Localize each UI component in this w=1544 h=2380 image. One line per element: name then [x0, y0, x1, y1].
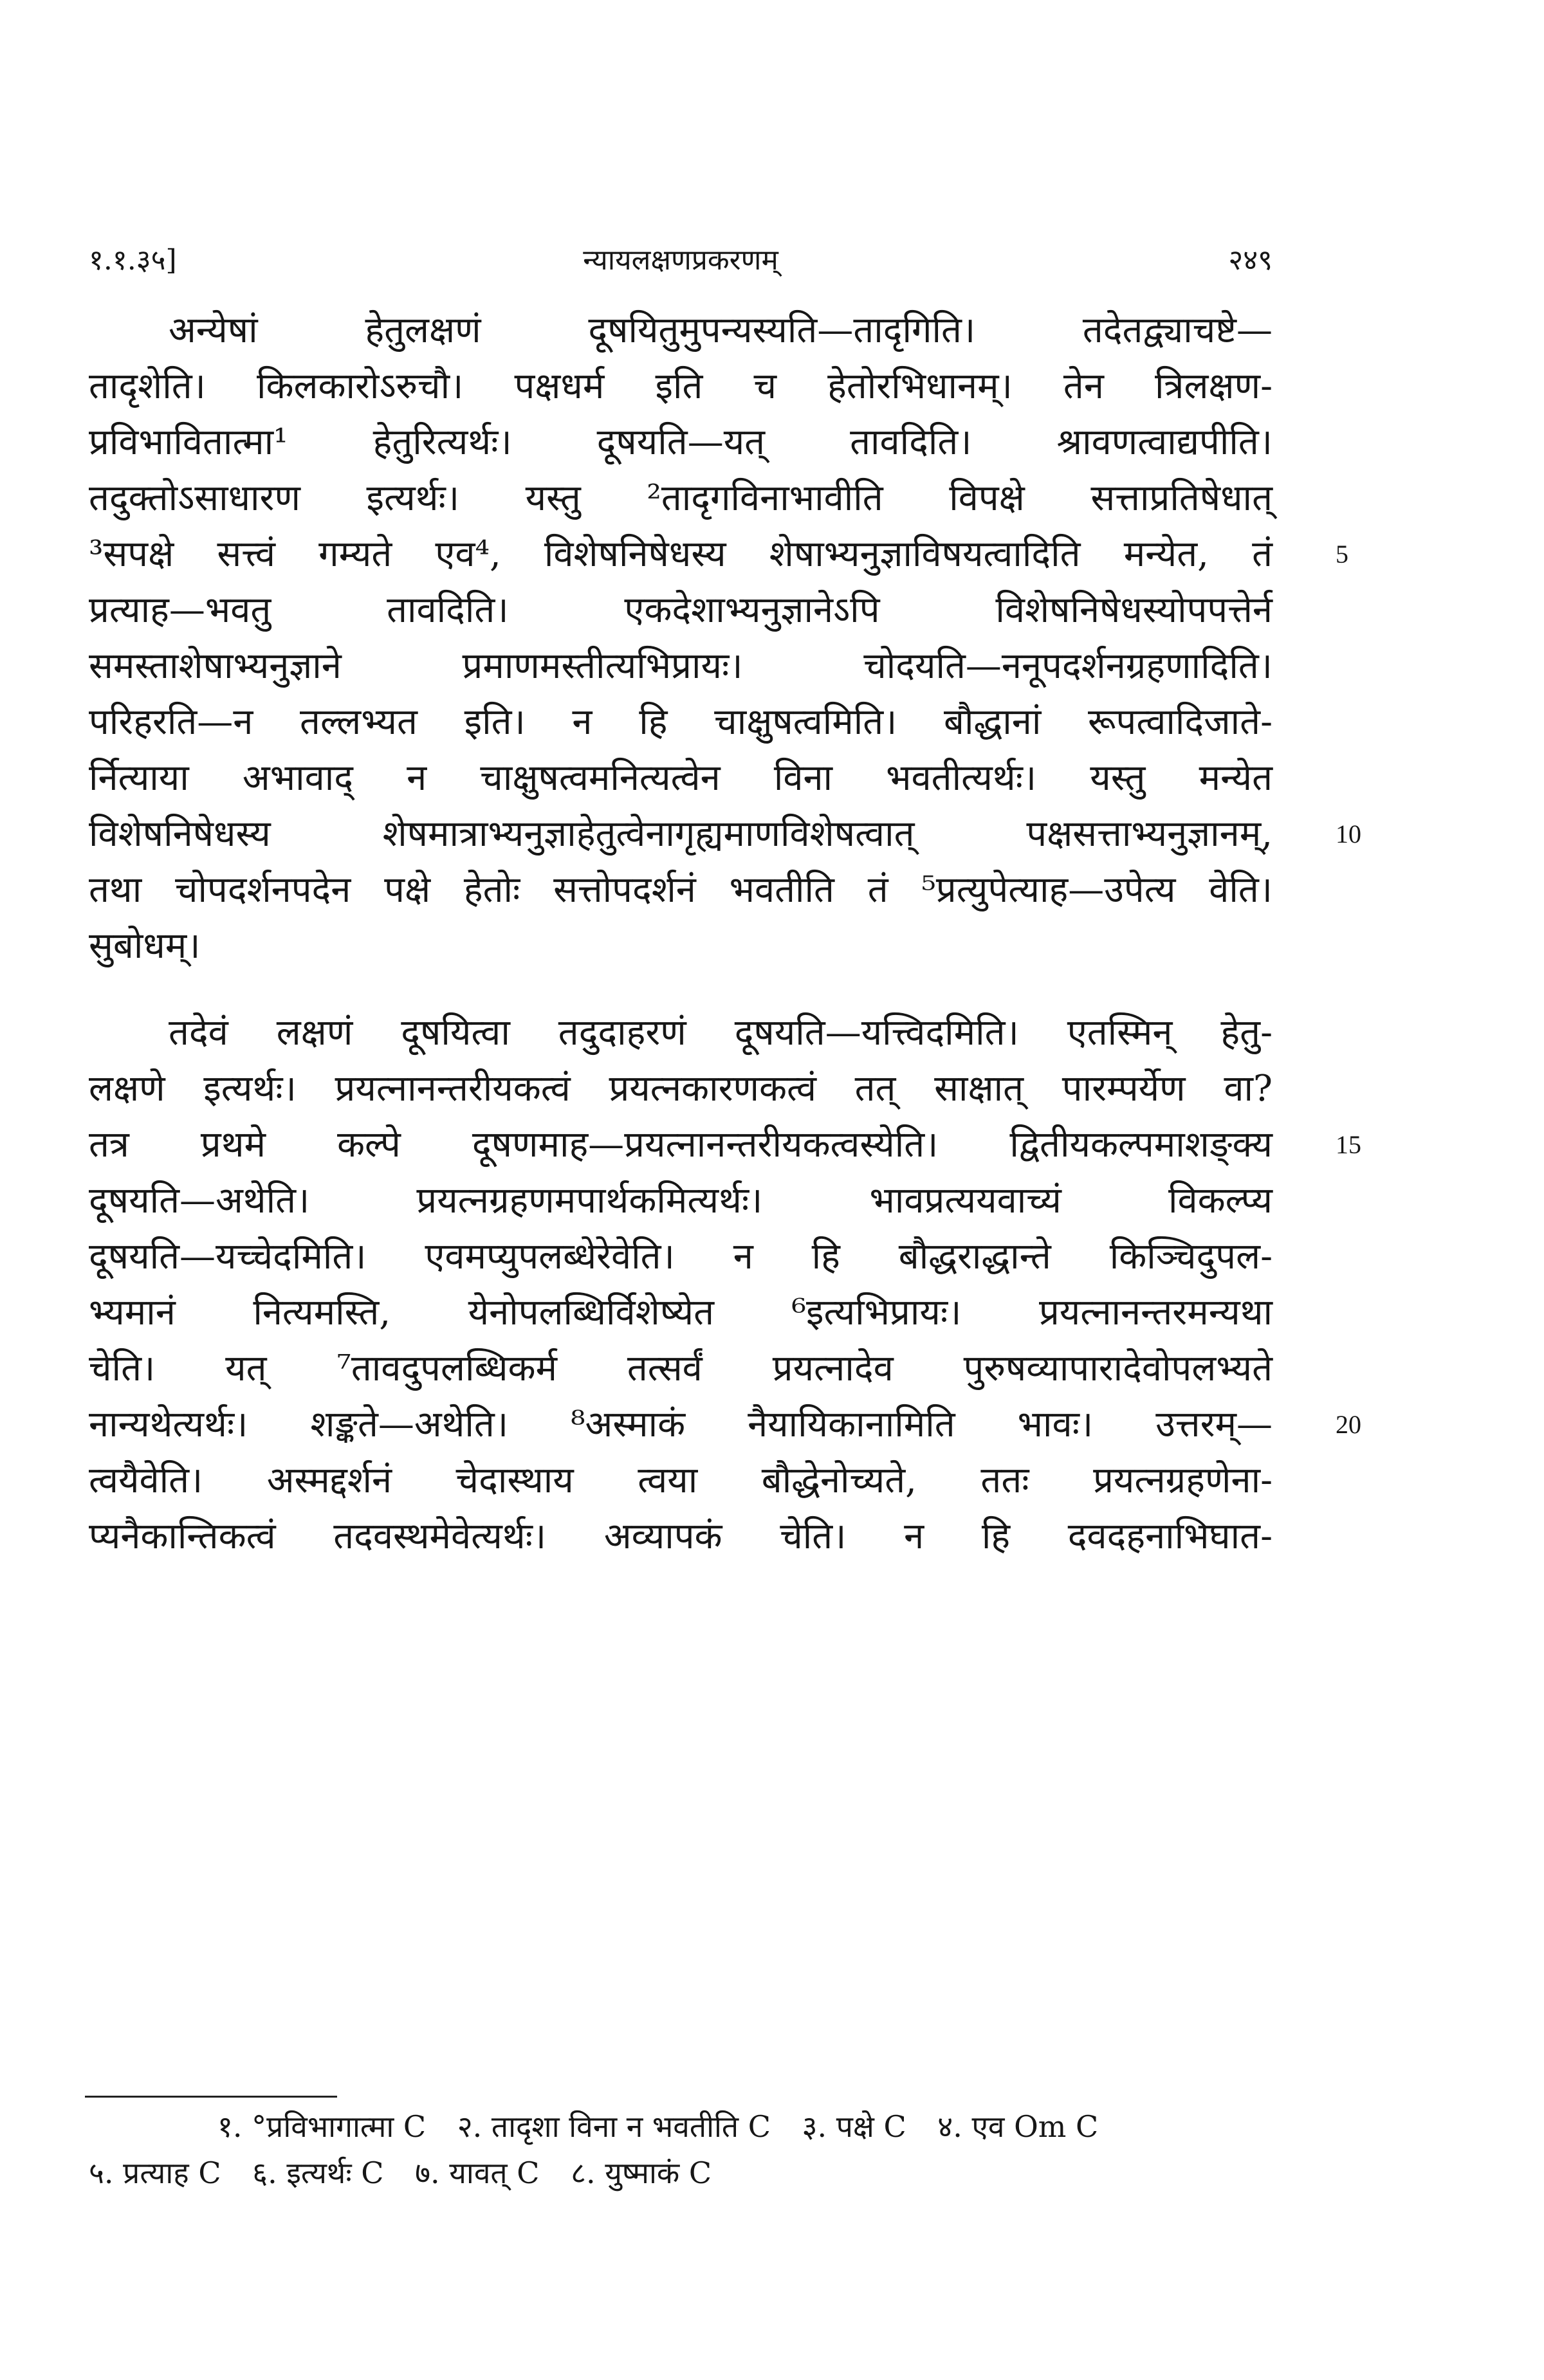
running-title: न्यायलक्षणप्रकरणम् [583, 244, 778, 277]
text-line [89, 638, 1273, 694]
line-number: 10 [1336, 819, 1361, 848]
line-text: तत्र प्रथमे कल्पे दूषणमाह—प्रयत्नानन्तरीयकत्वस्येति। द्वितीयकल्पमाशङ्क्य [89, 1124, 1273, 1166]
text-line [89, 806, 1361, 862]
text-line [89, 470, 1273, 526]
line-text: प्यनैकान्तिकत्वं तदवस्थमेवेत्यर्थः। अव्यापकं चेति। न हि दवदहनाभिघात- [89, 1515, 1273, 1557]
line-text: लक्षणे इत्यर्थः। प्रयत्नानन्तरीयकत्वं प्रयत्नकारणकत्वं तत् साक्षात् पारम्पर्येण वा? [89, 1068, 1273, 1110]
text-line [89, 1341, 1273, 1396]
commentary-text [89, 302, 1361, 1564]
line-text: नान्यथेत्यर्थः। शङ्कते—अथेति। ⁸अस्माकं नैयायिकानामिति भावः। उत्तरम्— [89, 1404, 1273, 1445]
footnote: १. °प्रविभागात्मा C [217, 2109, 427, 2144]
text-line [89, 1396, 1361, 1452]
text-line [89, 1285, 1273, 1341]
page-number: २४९ [1228, 244, 1273, 277]
line-text: समस्ताशेषाभ्यनुज्ञाने प्रमाणमस्तीत्यभिप्रायः। चोदयति—ननूपदर्शनग्रहणादिति। [89, 645, 1273, 687]
line-text: र्नित्याया अभावाद् न चाक्षुषत्वमनित्यत्वेन विना भवतीत्यर्थः। यस्तु मन्येत [89, 757, 1273, 799]
line-text: सुबोधम्। [89, 925, 201, 967]
line-text: तादृशेति। किलकारोऽरुचौ। पक्षधर्म इति च हेतोरभिधानम्। तेन त्रिलक्षण- [89, 365, 1273, 407]
text-line [89, 358, 1273, 414]
text-line [89, 1117, 1361, 1173]
line-text: तथा चोपदर्शनपदेन पक्षे हेतोः सत्तोपदर्शनं भवतीति तं ⁵प्रत्युपेत्याह—उपेत्य वेति। [89, 869, 1273, 911]
text-line [89, 414, 1273, 470]
text-line [89, 302, 1273, 358]
text-line [89, 526, 1348, 582]
text-line [89, 918, 1273, 974]
text-line [89, 694, 1273, 750]
text-line [89, 1061, 1273, 1117]
text-line [89, 1229, 1273, 1285]
text-line [89, 1508, 1273, 1564]
line-text: त्वयैवेति। अस्मद्दर्शनं चेदास्थाय त्वया बौद्धेनोच्यते, ततः प्रयत्नग्रहणेना- [89, 1460, 1273, 1501]
footnote: ८. युष्माकं C [571, 2156, 712, 2190]
line-text: चेति। यत् ⁷तावदुपलब्धिकर्म तत्सर्वं प्रयत्नादेव पुरुषव्यापारादेवोपलभ्यते [89, 1348, 1273, 1389]
text-line [89, 1173, 1273, 1229]
line-number: 5 [1336, 540, 1348, 569]
line-text: तदेवं लक्षणं दूषयित्वा तदुदाहरणं दूषयति—यत्त्विदमिति। एतस्मिन् हेतु- [169, 1012, 1273, 1054]
text-line [89, 862, 1273, 918]
line-text: दूषयति—अथेति। प्रयत्नग्रहणमपार्थकमित्यर्थः। भावप्रत्ययवाच्यं विकल्प्य [89, 1180, 1273, 1222]
section-reference: १.१.३५] [89, 244, 177, 277]
footnote: २. तादृशा विना न भवतीति C [457, 2109, 771, 2144]
line-number: 20 [1336, 1410, 1361, 1439]
text-line [89, 1452, 1273, 1508]
line-text: ³सपक्षे सत्त्वं गम्यते एव⁴, विशेषनिषेधस्य शेषाभ्यनुज्ञाविषयत्वादिति मन्येत, तं [89, 533, 1273, 575]
footnote: ४. एव Om C [937, 2109, 1099, 2144]
line-text: विशेषनिषेधस्य शेषमात्राभ्यनुज्ञाहेतुत्वेनागृह्यमाणविशेषत्वात् पक्षसत्ताभ्यनुज्ञानम्, [89, 813, 1273, 855]
line-text: परिहरति—न तल्लभ्यत इति। न हि चाक्षुषत्वमिति। बौद्धानां रूपत्वादिजाते- [89, 701, 1273, 743]
footnote-divider [85, 2096, 337, 2098]
line-number: 15 [1336, 1130, 1361, 1159]
footnote-row [89, 2103, 1273, 2150]
footnotes [89, 2103, 1273, 2196]
footnote: ३. पक्षे C [802, 2109, 906, 2144]
text-line [89, 750, 1273, 806]
text-line [89, 582, 1273, 638]
footnote: ५. प्रत्याह C [89, 2156, 221, 2190]
footnote-row [89, 2150, 1273, 2196]
line-text: भ्यमानं नित्यमस्ति, येनोपलब्धिर्विशेष्येत ⁶इत्यभिप्रायः। प्रयत्नानन्तरमन्यथा [89, 1292, 1273, 1333]
footnote: ६. इत्यर्थः C [252, 2156, 384, 2190]
line-text: प्रत्याह—भवतु तावदिति। एकदेशाभ्यनुज्ञानेऽपि विशेषनिषेधस्योपपत्तेर्न [89, 589, 1273, 631]
footnote: ७. यावत् C [415, 2156, 540, 2190]
line-text: अन्येषां हेतुलक्षणं दूषयितुमुपन्यस्यति—तादृगिति। तदेतद्व्याचष्टे— [169, 309, 1273, 351]
running-header [89, 239, 1273, 291]
line-text: दूषयति—यच्चेदमिति। एवमप्युपलब्धेरेवेति। न हि बौद्धराद्धान्ते किञ्चिदुपल- [89, 1236, 1273, 1277]
line-text: प्रविभावितात्मा¹ हेतुरित्यर्थः। दूषयति—यत् तावदिति। श्रावणत्वाद्यपीति। [89, 421, 1273, 463]
text-line [89, 1005, 1273, 1061]
line-text: तदुक्तोऽसाधारण इत्यर्थः। यस्तु ²तादृगविनाभावीति विपक्षे सत्ताप्रतिषेधात् [89, 477, 1273, 519]
